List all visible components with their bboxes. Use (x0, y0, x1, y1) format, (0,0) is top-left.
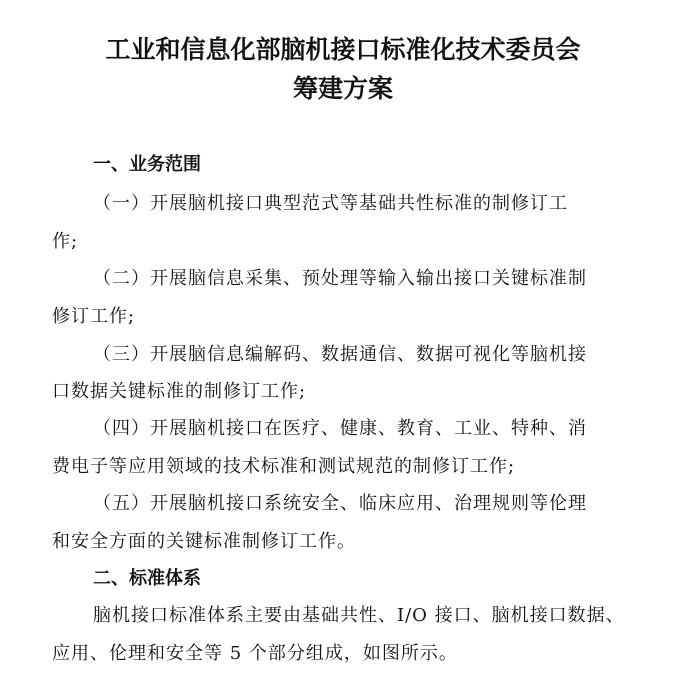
document-title-line1: 工业和信息化部脑机接口标准化技术委员会 (105, 35, 581, 64)
scope-item-3-line1: （三）开展脑信息编解码、数据通信、数据可视化等脑机接 (93, 344, 587, 365)
scope-item-5-line1: （五）开展脑机接口系统安全、临床应用、治理规则等伦理 (93, 493, 587, 514)
scope-item-5-line2: 和安全方面的关键标准制修订工作。 (52, 531, 356, 552)
scope-item-1-line2: 作; (52, 231, 79, 252)
scope-item-3-line2: 口数据关键标准的制修订工作; (52, 381, 307, 402)
standard-system-para-line1: 脑机接口标准体系主要由基础共性、I/O 接口、脑机接口数据、 (93, 605, 625, 626)
section-heading-business-scope: 一、业务范围 (93, 154, 201, 175)
scope-item-4-line1: （四）开展脑机接口在医疗、健康、教育、工业、特种、消 (93, 418, 587, 439)
scope-item-2-line1: （二）开展脑信息采集、预处理等输入输出接口关键标准制 (93, 268, 587, 289)
scope-item-4-line2: 费电子等应用领域的技术标准和测试规范的制修订工作; (52, 456, 516, 477)
standard-system-para-line2: 应用、伦理和安全等 5 个部分组成，如图所示。 (52, 643, 458, 664)
section-heading-standard-system: 二、标准体系 (93, 568, 201, 589)
scope-item-1-line1: （一）开展脑机接口典型范式等基础共性标准的制修订工 (93, 193, 568, 214)
document-title-line2: 筹建方案 (292, 74, 393, 103)
scope-item-2-line2: 修订工作; (52, 306, 136, 327)
